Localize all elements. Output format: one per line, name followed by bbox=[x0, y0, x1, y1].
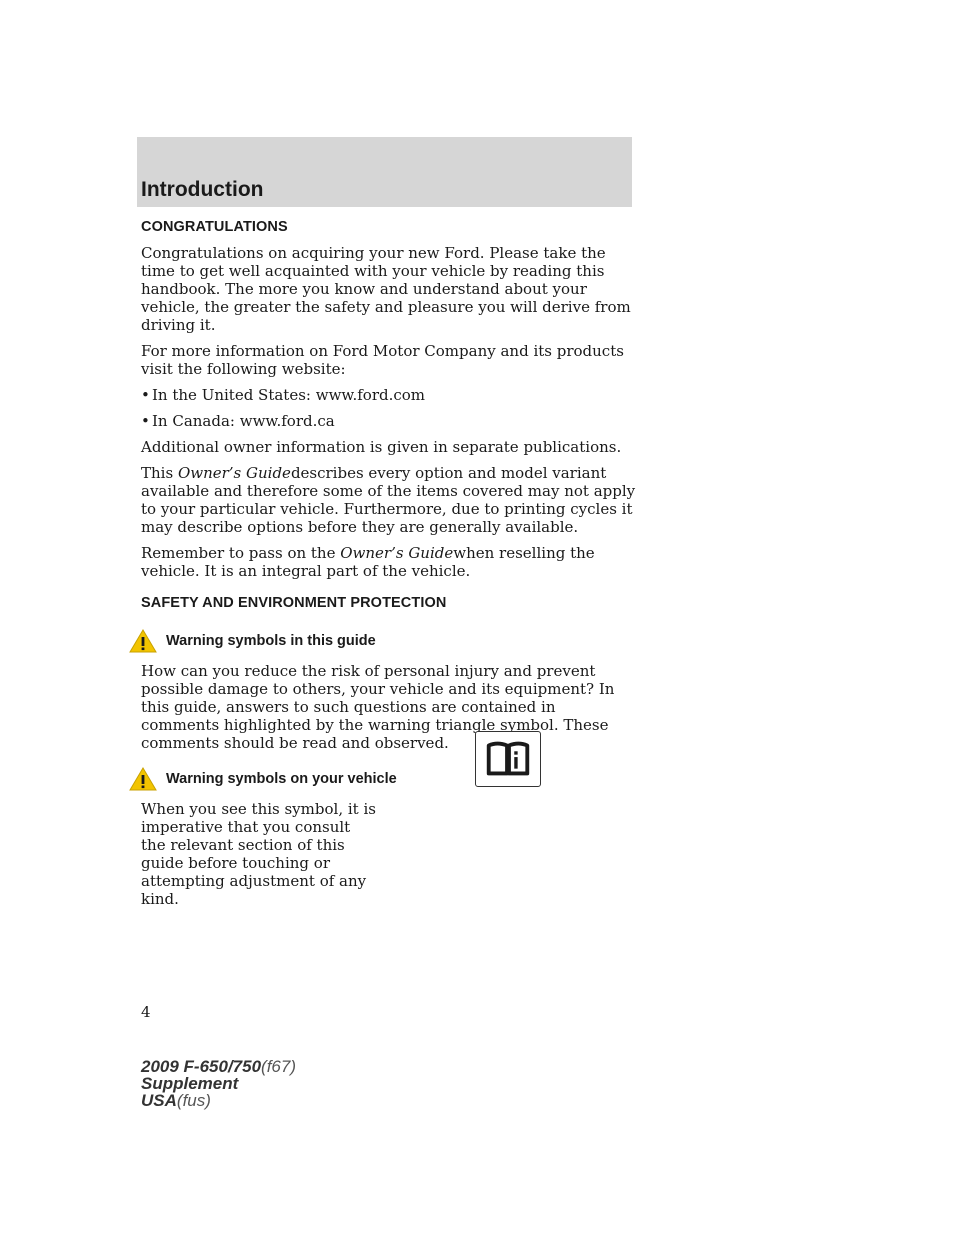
warning-vehicle-title: Warning symbols on your vehicle bbox=[166, 771, 397, 787]
list-item bbox=[141, 386, 636, 404]
page-title: Introduction bbox=[141, 178, 264, 201]
owner-manual-book-icon bbox=[475, 731, 541, 787]
congratulations-heading: CONGRATULATIONS bbox=[141, 219, 288, 235]
warning-triangle-icon bbox=[129, 628, 157, 654]
footer-model: 2009 F-650/750 bbox=[141, 1057, 262, 1076]
website-intro-paragraph: For more information on Ford Motor Company and its products visit the following website: bbox=[141, 342, 624, 378]
list-item bbox=[141, 412, 636, 430]
footer-market: USA bbox=[141, 1091, 177, 1110]
bullet-icon: • bbox=[141, 412, 150, 430]
safety-heading: SAFETY AND ENVIRONMENT PROTECTION bbox=[141, 595, 447, 611]
warning-guide-row bbox=[141, 628, 636, 654]
owners-guide-paragraph: This Owner’s Guidedescribes every option and model variant available and therefore some of the items covered may not apply to your particular vehicle. Furthermore, due to printing cycles it may describe options before they are generally available. bbox=[141, 464, 636, 536]
reselling-paragraph: Remember to pass on the Owner’s Guidewhen reselling the vehicle. It is an integral part of the vehicle. bbox=[141, 544, 595, 580]
content-column bbox=[141, 218, 636, 916]
owners-guide-title: Owner’s Guide bbox=[177, 464, 291, 482]
additional-info-paragraph: Additional owner information is given in separate publications. bbox=[141, 438, 622, 456]
footer-model-code: (f67) bbox=[261, 1057, 297, 1076]
bullet-text-canada: In Canada: www.ford.ca bbox=[152, 412, 335, 430]
bullet-text-us: In the United States: www.ford.com bbox=[152, 386, 426, 404]
owners-guide-title: Owner’s Guide bbox=[340, 544, 454, 562]
bullet-icon: • bbox=[141, 386, 150, 404]
page-number: 4 bbox=[141, 1003, 151, 1021]
warning-guide-paragraph: How can you reduce the risk of personal injury and prevent possible damage to others, your vehicle and its equipment? In this guide, answers to such questions are contained in comments highlighted by the warning triangle symbol. These comments should be read and observed. bbox=[141, 662, 615, 752]
footer-market-code: (fus) bbox=[176, 1091, 211, 1110]
footer-document-code bbox=[141, 1058, 296, 1109]
warning-vehicle-row bbox=[141, 766, 636, 792]
footer-supplement: Supplement bbox=[141, 1074, 239, 1093]
congratulations-paragraph: Congratulations on acquiring your new Ford. Please take the time to get well acquainted with your vehicle by reading this handbook. The more you know and understand about your vehicle, the greater the safety and pleasure you will derive from driving it. bbox=[141, 244, 631, 334]
warning-triangle-icon bbox=[129, 766, 157, 792]
warning-vehicle-paragraph: When you see this symbol, it is imperative that you consult the relevant section of this guide before touching or attempting adjustment of any kind. bbox=[141, 800, 376, 908]
warning-guide-title: Warning symbols in this guide bbox=[166, 633, 376, 649]
